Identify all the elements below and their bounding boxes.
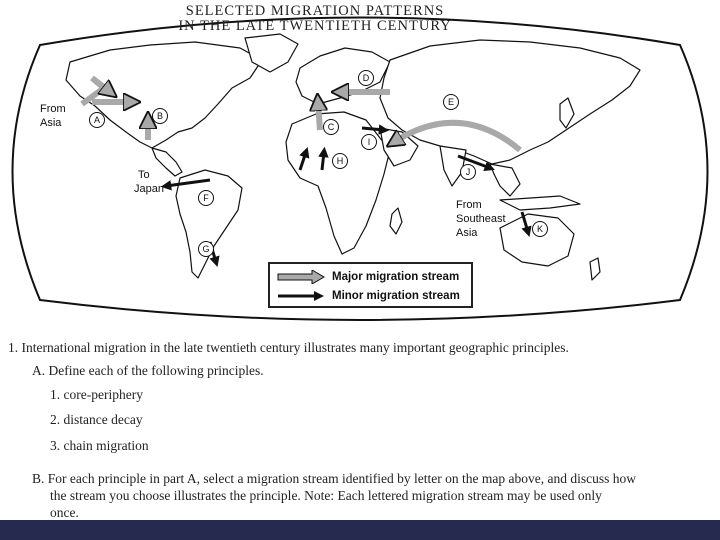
from-sea-label-2: Southeast [456, 213, 506, 225]
from-sea-label-3: Asia [456, 227, 478, 239]
legend-minor-label: Minor migration stream [332, 290, 460, 302]
stream-marker-a [90, 113, 105, 128]
legend-major-label: Major migration stream [332, 271, 460, 283]
part-b-line-3: once. [50, 505, 79, 520]
stream-marker-g [199, 242, 214, 257]
stream-marker-k [533, 222, 548, 237]
stream-letter-f: F [203, 193, 209, 203]
stream-marker-c [324, 120, 339, 135]
stream-marker-d [359, 71, 374, 86]
india [440, 146, 466, 186]
stream-h2-arrow [322, 152, 324, 170]
south-america [176, 170, 242, 278]
stream-marker-j [461, 165, 476, 180]
part-b-line-2: the stream you choose illustrates the principle. Note: Each lettered migration stream may be used only [50, 488, 602, 503]
stream-letter-i: I [367, 137, 371, 147]
stream-marker-f [199, 191, 214, 206]
principle-1: 1. core-periphery [50, 387, 143, 402]
part-b-line-1: B. For each principle in part A, select a migration stream identified by letter on the map above, and discuss how [32, 471, 636, 486]
europe [296, 48, 390, 104]
question-1: 1. International migration in the late twentieth century illustrates many important geographic principles. [8, 340, 569, 355]
to-japan-label-1: To [138, 169, 150, 181]
madagascar [390, 208, 402, 234]
to-japan-label-2: Japan [134, 183, 164, 195]
stream-letter-e: E [447, 97, 455, 107]
principle-3: 3. chain migration [50, 438, 149, 453]
stream-c-arrow [318, 102, 320, 130]
from-asia-label-2: Asia [40, 117, 62, 129]
from-sea-label-1: From [456, 199, 482, 211]
legend-major [276, 269, 459, 285]
stream-i-arrow [362, 128, 384, 130]
stream-letter-g: G [202, 244, 210, 254]
africa [286, 112, 390, 254]
stream-marker-i [362, 135, 377, 150]
map-title [150, 4, 480, 34]
new-zealand [590, 258, 600, 280]
map-legend [268, 262, 473, 308]
southeast-asia [490, 164, 520, 196]
major-arrow-icon [276, 270, 326, 284]
stream-marker-h [333, 154, 348, 169]
map-title-line-1: SELECTED MIGRATION PATTERNS [185, 3, 445, 19]
stream-letter-j: J [465, 167, 471, 177]
stream-letter-h: H [336, 156, 344, 166]
part-a: A. Define each of the following principles. [32, 363, 264, 378]
indonesia [500, 196, 580, 210]
stream-marker-e [444, 95, 459, 110]
principle-2: 2. distance decay [50, 412, 143, 427]
legend-minor [276, 288, 460, 304]
stream-letter-d: D [362, 73, 370, 83]
footer-bar [0, 520, 720, 540]
minor-arrow-icon [276, 289, 326, 303]
stream-letter-c: C [327, 122, 335, 132]
from-asia-label-1: From [40, 103, 66, 115]
map-title-line-2: IN THE LATE TWENTIETH CENTURY [178, 18, 452, 34]
stream-letter-k: K [536, 224, 544, 234]
stream-letter-b: B [156, 111, 164, 121]
stream-letter-a: A [93, 115, 101, 125]
central-america [152, 148, 182, 176]
stream-marker-b [153, 109, 168, 124]
